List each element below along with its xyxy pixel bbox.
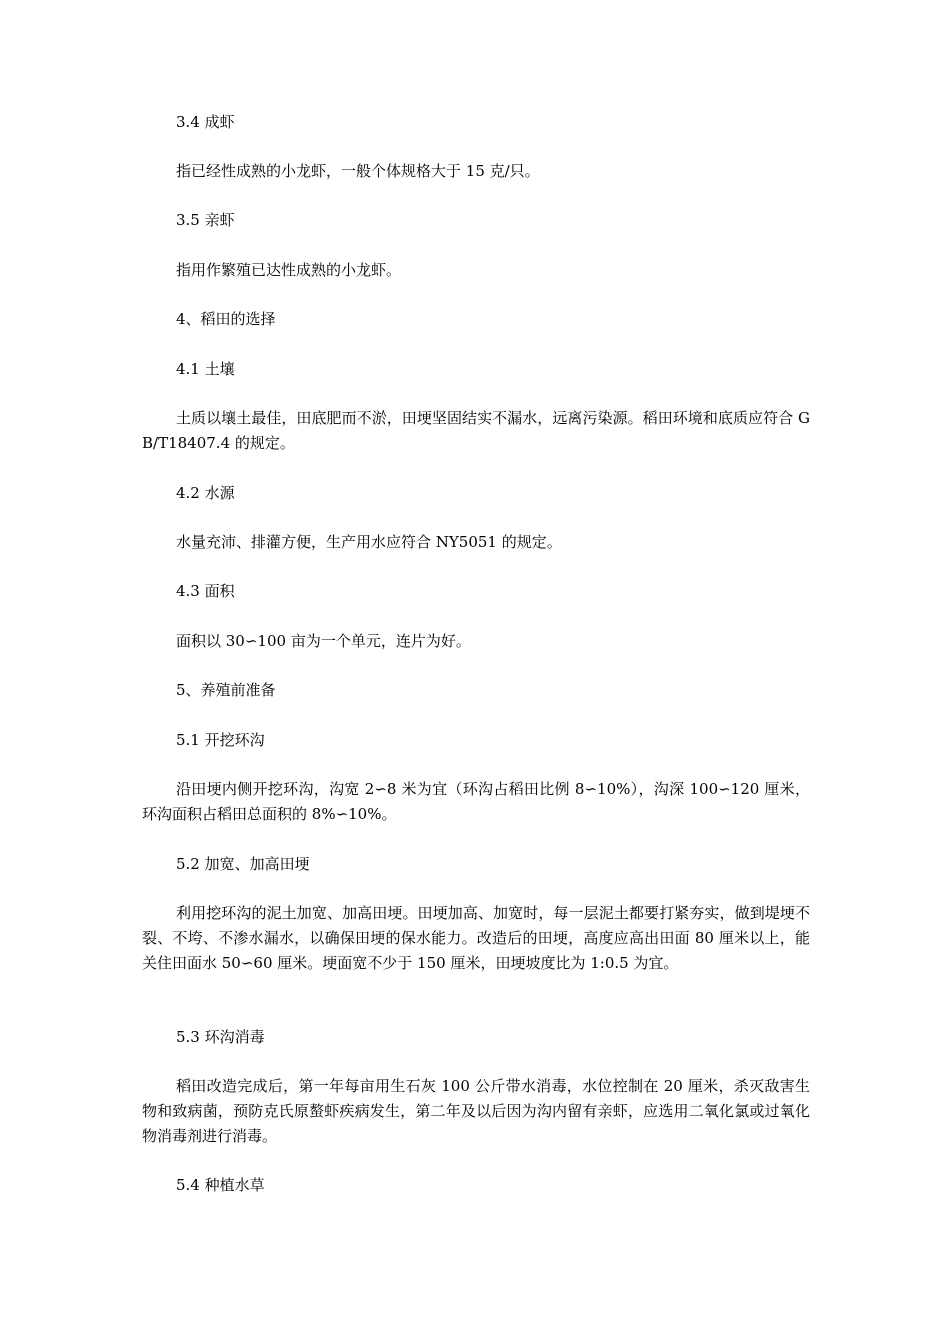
heading-5-3: 5.3 环沟消毒: [176, 1028, 265, 1046]
paragraph-5-3-text: 稻田改造完成后，第一年每亩用生石灰 100 公斤带水消毒，水位控制在 20 厘米，杀灭敌害生物和致病菌，预防克氏原螯虾疾病发生，第二年及以后因为沟内留有亲虾，应选用二氧化氯或过氧化物消毒剂进行消毒。: [142, 1077, 810, 1145]
paragraph-5-1-text: 沿田埂内侧开挖环沟，沟宽 2∽8 米为宜（环沟占稻田比例 8∽10%），沟深 100∽120 厘米，环沟面积占稻田总面积的 8%∽10%。: [142, 780, 810, 823]
heading-3-5: 3.5 亲虾: [176, 211, 235, 229]
heading-5-1: 5.1 开挖环沟: [176, 731, 265, 749]
paragraph-4-3-text: 面积以 30∽100 亩为一个单元，连片为好。: [176, 632, 471, 650]
heading-3-4: 3.4 成虾: [176, 113, 235, 131]
heading-4-1: 4.1 土壤: [176, 360, 235, 378]
heading-5-2: 5.2 加宽、加高田埂: [176, 855, 310, 873]
section-heading-4: 4、稻田的选择: [176, 310, 276, 328]
heading-4-2: 4.2 水源: [176, 484, 235, 502]
heading-5-4: 5.4 种植水草: [176, 1176, 265, 1194]
paragraph-3-5-text: 指用作繁殖已达性成熟的小龙虾。: [176, 261, 402, 279]
paragraph-5-2-text: 利用挖环沟的泥土加宽、加高田埂。田埂加高、加宽时，每一层泥土都要打紧夯实，做到堤埂不裂、不垮、不渗水漏水，以确保田埂的保水能力。改造后的田埂，高度应高出田面 80 厘米以上，能关住田面水 50∽60 厘米。埂面宽不少于 150 厘米，田埂坡度比为 1:0.5 为宜。: [142, 904, 810, 972]
paragraph-4-1-text: 土质以壤土最佳，田底肥而不淤，田埂坚固结实不漏水，远离污染源。稻田环境和底质应符合 GB/T18407.4 的规定。: [142, 409, 810, 452]
paragraph-3-4-text: 指已经性成熟的小龙虾，一般个体规格大于 15 克/只。: [176, 162, 540, 180]
heading-4-3: 4.3 面积: [176, 582, 235, 600]
paragraph-4-2-text: 水量充沛、排灌方便，生产用水应符合 NY5051 的规定。: [176, 533, 562, 551]
section-heading-5: 5、养殖前准备: [176, 681, 276, 699]
